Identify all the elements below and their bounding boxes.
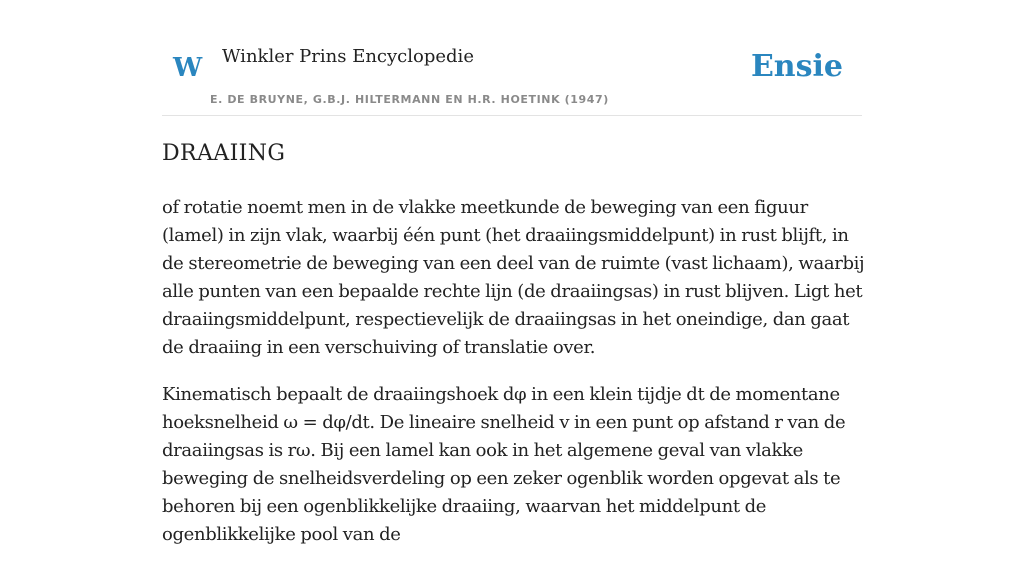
ensie-logo-link[interactable]: Ensie xyxy=(750,49,843,84)
article-headword: DRAAIING xyxy=(162,141,286,166)
article-body xyxy=(162,138,872,568)
article-paragraph-1: of rotatie noemt men in de vlakke meetkunde de beweging van een figuur (lamel) in zijn vlak, waarbij één punt (het draaiingsmiddelpunt) in rust blijft, in de stereometrie de beweging van een deel van de ruimte (vast lichaam), waarbij alle punten van een bepaalde rechte lijn (de draaiingsas) in rust blijven. Ligt het draaiingsmiddelpunt, respectievelijk de draaiingsas in het oneindige, dan gaat de draaiing in een verschuiving of translatie over. xyxy=(162,197,865,358)
source-title-link[interactable]: Winkler Prins Encyclopedie xyxy=(222,46,474,67)
source-logo-icon[interactable]: W xyxy=(173,53,203,83)
article-paragraph-2: Kinematisch bepaalt de draaiingshoek dφ in een klein tijdje dt de momentane hoeksnelheid ω = dφ/dt. De lineaire snelheid v in een punt op afstand r van de draaiingsas is rω. Bij een lamel kan ook in het algemene geval van vlakke beweging de snelheidsverdeling op een zeker ogenblik worden opgevat als te behoren bij een ogenblikkelijke draaiing, waarvan het middelpunt de ogenblikkelijke pool van de xyxy=(162,384,846,545)
source-authors: E. DE BRUYNE, G.B.J. HILTERMANN EN H.R. HOETINK (1947) xyxy=(210,93,609,106)
source-header xyxy=(162,40,862,116)
